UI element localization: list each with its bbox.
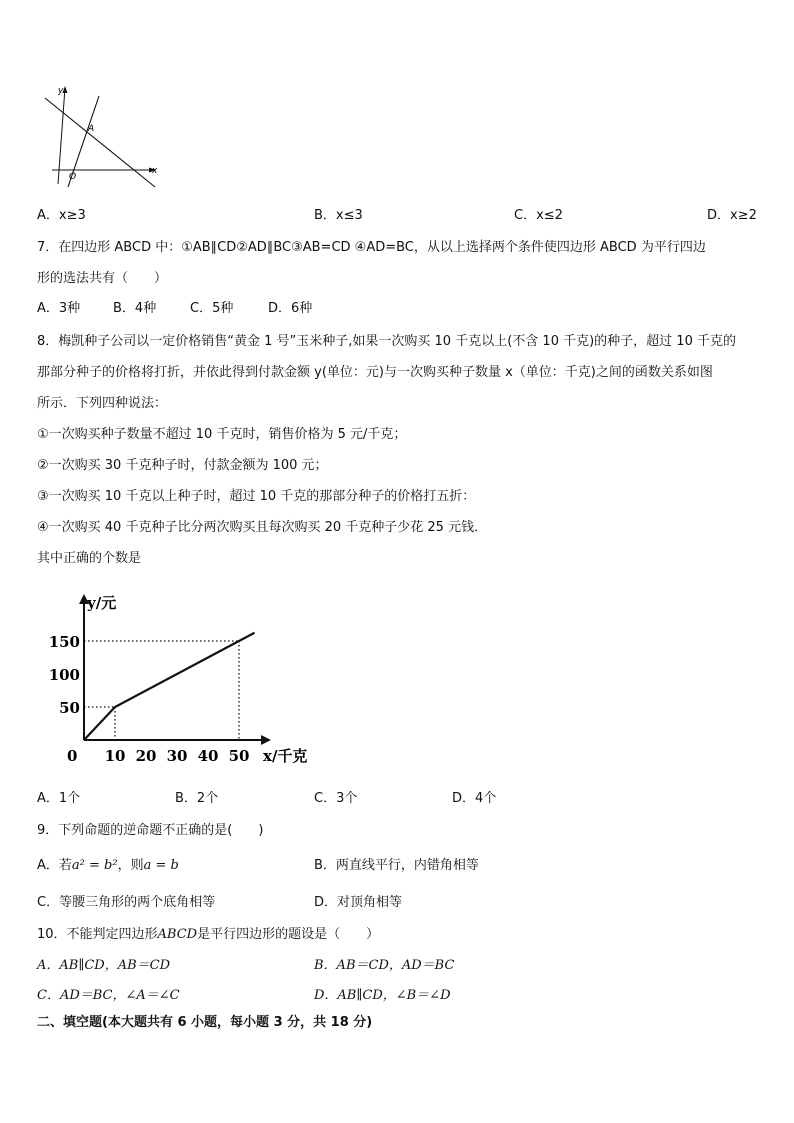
q8-y-tick-100: 100 bbox=[48, 666, 80, 684]
q6-option-b: B．x≤3 bbox=[314, 208, 363, 223]
q8-x-tick-50: 50 bbox=[228, 747, 250, 765]
q8-line4: 其中正确的个数是 bbox=[37, 551, 142, 566]
q6-origin-label: O bbox=[69, 172, 77, 182]
q10-option-d: D．AB∥CD，∠B＝∠D bbox=[314, 988, 451, 1003]
q10-question-suffix: 是平行四边形的题设是（ ） bbox=[197, 927, 380, 942]
q8-statement-4: ④一次购买 40 千克种子比分两次购买且每次购买 20 千克种子少花 25 元钱． bbox=[37, 520, 488, 535]
q6-y-label: y bbox=[58, 86, 64, 96]
q8-y-tick-50: 50 bbox=[59, 699, 80, 717]
q6-option-a: A．x≥3 bbox=[37, 208, 86, 223]
q9-option-c: C．等腰三角形的两个底角相等 bbox=[37, 895, 216, 910]
q7-option-b: B．4种 bbox=[113, 301, 157, 316]
q8-x-tick-20: 20 bbox=[135, 747, 157, 765]
q10-question bbox=[37, 926, 379, 944]
q9-option-a-mid: ，则 bbox=[117, 858, 144, 873]
q6-graph bbox=[38, 84, 164, 192]
q8-x-tick-10: 10 bbox=[104, 747, 126, 765]
q8-line1: 8．梅凯种子公司以一定价格销售“黄金 1 号”玉米种子,如果一次购买 10 千克以上(不含 10 千克)的种子，超过 10 千克的 bbox=[37, 334, 736, 349]
section-2-heading: 二、填空题(本大题共有 6 小题，每小题 3 分，共 18 分) bbox=[37, 1015, 373, 1030]
q7-line1: 7．在四边形 ABCD 中：①AB∥CD②AD∥BC③AB=CD ④AD=BC，从以上选择两个条件使四边形 ABCD 为平行四边 bbox=[37, 240, 706, 255]
q9-option-d: D．对顶角相等 bbox=[314, 895, 403, 910]
q8-y-tick-150: 150 bbox=[48, 633, 80, 651]
q7-option-a: A．3种 bbox=[37, 301, 81, 316]
q8-option-b: B．2个 bbox=[175, 791, 219, 806]
q6-point-label: A bbox=[88, 124, 95, 134]
q10-question-math: ABCD bbox=[157, 927, 198, 942]
q8-series-line-0 bbox=[84, 633, 255, 740]
q9-option-a-prefix: A．若 bbox=[37, 858, 72, 873]
q8-statement-1: ①一次购买种子数量不超过 10 千克时，销售价格为 5 元/千克； bbox=[37, 427, 407, 442]
q7-option-c: C．5种 bbox=[190, 301, 234, 316]
q8-x-tick-30: 30 bbox=[166, 747, 188, 765]
q6-option-c: C．x≤2 bbox=[514, 208, 563, 223]
q8-origin: 0 bbox=[67, 747, 78, 765]
q8-x-tick-40: 40 bbox=[197, 747, 219, 765]
q7-option-d: D．6种 bbox=[268, 301, 313, 316]
q8-statement-2: ②一次购买 30 千克种子时，付款金额为 100 元； bbox=[37, 458, 328, 473]
q8-line3: 所示．下列四种说法： bbox=[37, 396, 168, 411]
q8-option-d: D．4个 bbox=[452, 791, 497, 806]
q8-ylabel: y/元 bbox=[87, 594, 117, 612]
q10-option-a: A．AB∥CD，AB＝CD bbox=[37, 958, 171, 973]
q9-option-a-math: a² = b² bbox=[71, 858, 118, 873]
q8-option-a: A．1个 bbox=[37, 791, 81, 806]
q6-option-d: D．x≥2 bbox=[707, 208, 757, 223]
q6-x-label: x bbox=[152, 166, 158, 176]
q9-option-a bbox=[37, 857, 179, 875]
q9-option-b: B．两直线平行，内错角相等 bbox=[314, 858, 479, 873]
q10-question-prefix: 10．不能判定四边形 bbox=[37, 927, 158, 942]
q8-option-c: C．3个 bbox=[314, 791, 358, 806]
q8-chart bbox=[48, 588, 325, 773]
q9-option-a-math2: a = b bbox=[143, 858, 179, 873]
q8-statement-3: ③一次购买 10 千克以上种子时，超过 10 千克的那部分种子的价格打五折： bbox=[37, 489, 476, 504]
q10-option-c: C．AD＝BC，∠A＝∠C bbox=[37, 988, 180, 1003]
q10-option-b: B．AB＝CD，AD＝BC bbox=[314, 958, 455, 973]
q8-xlabel: x/千克 bbox=[263, 747, 308, 765]
q8-x-axis-arrow bbox=[261, 735, 271, 745]
q8-line2: 那部分种子的价格将打折，并依此得到付款金额 y(单位：元)与一次购买种子数量 x（单位：千克)之间的函数关系如图 bbox=[37, 365, 713, 380]
q9-question: 9．下列命题的逆命题不正确的是( ) bbox=[37, 823, 264, 838]
q7-line2: 形的选法共有（ ） bbox=[37, 271, 168, 286]
